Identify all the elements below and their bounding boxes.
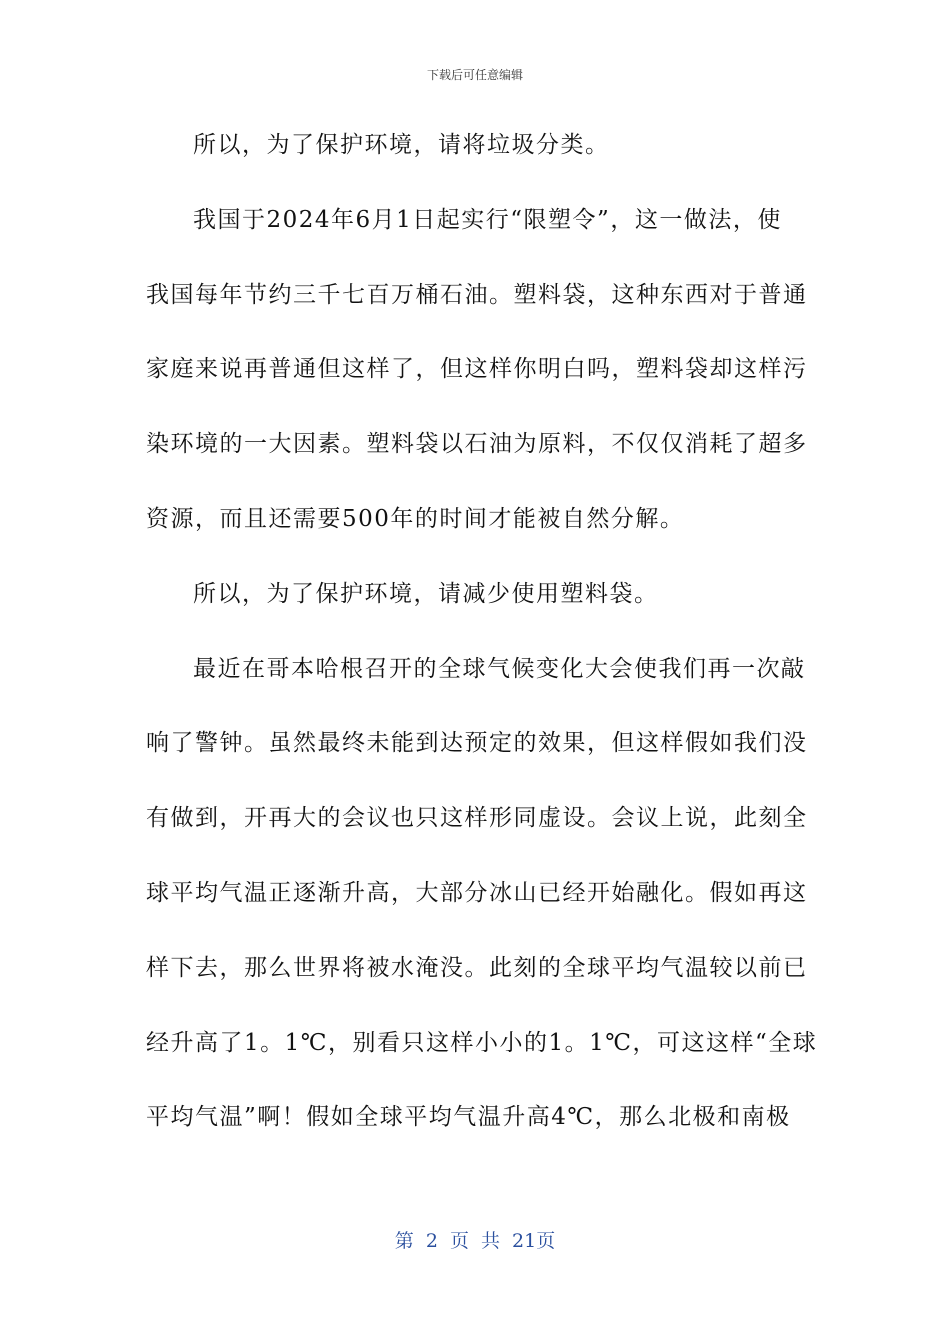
document-body	[146, 127, 818, 1174]
paragraph-line: 有做到，开再大的会议也只这样形同虚设。会议上说，此刻全	[146, 805, 808, 832]
paragraph-line: 最近在哥本哈根召开的全球气候变化大会使我们再一次敲	[193, 655, 806, 682]
paragraph-line: 球平均气温正逐渐升高，大部分冰山已经开始融化。假如再这	[146, 879, 808, 906]
paragraph-line: 经升高了1。1℃，别看只这样小小的1。1℃，可这这样“全球	[146, 1029, 818, 1056]
paragraph-line: 染环境的一大因素。塑料袋以石油为原料，不仅仅消耗了超多	[146, 431, 808, 458]
paragraph-line: 样下去，那么世界将被水淹没。此刻的全球平均气温较以前已	[146, 954, 808, 981]
paragraph-line: 我国每年节约三千七百万桶石油。塑料袋，这种东西对于普通	[146, 281, 808, 308]
paragraph-line: 资源，而且还需要500年的时间才能被自然分解。	[146, 505, 685, 532]
paragraph-line: 家庭来说再普通但这样了，但这样你明白吗，塑料袋却这样污	[146, 356, 808, 383]
paragraph-line: 响了警钟。虽然最终未能到达预定的效果，但这样假如我们没	[146, 730, 808, 757]
paragraph-line: 所以，为了保护环境，请减少使用塑料袋。	[193, 580, 659, 607]
page-footer: 第 2 页 共 21页	[394, 1230, 556, 1252]
paragraph-line: 所以，为了保护环境，请将垃圾分类。	[193, 132, 610, 158]
paragraph-line: 我国于2024年6月1日起实行“限塑令”，这一做法，使	[193, 206, 782, 233]
paragraph-line: 平均气温”啊！假如全球平均气温升高4℃，那么北极和南极	[146, 1104, 791, 1131]
page-header: 下载后可任意编辑	[426, 68, 523, 82]
